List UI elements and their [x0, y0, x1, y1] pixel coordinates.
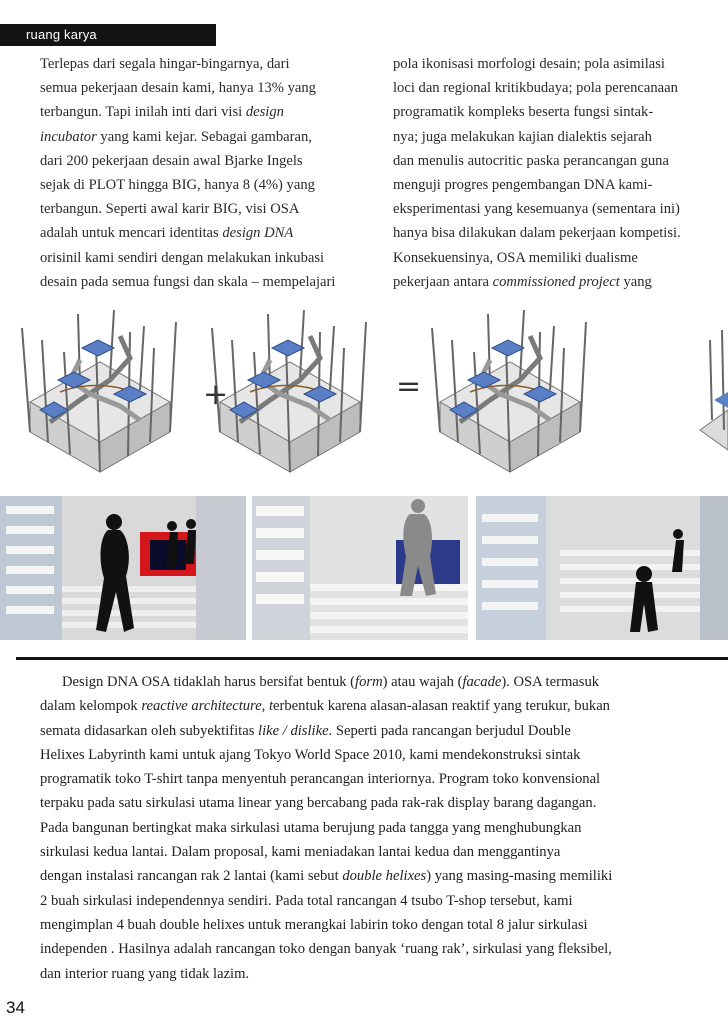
text-line — [40, 840, 720, 864]
italic-run: facade — [462, 674, 502, 690]
text-run: Design DNA OSA tidaklah harus bersifat bentuk ( — [62, 674, 356, 690]
text-run: ) yang masing-masing memiliki — [426, 868, 613, 885]
text-run: semata didasarkan oleh subyektifitas — [40, 722, 259, 739]
text-line — [393, 52, 728, 76]
text-run: menguji progres pengembangan DNA kami- — [393, 177, 653, 194]
text-line — [40, 767, 720, 791]
text-line — [40, 694, 720, 718]
text-line — [393, 76, 728, 100]
helix-diagram-4-partial — [700, 330, 728, 450]
text-run: mengimplan 4 buah double helixes untuk merangkai labirin toko dengan total 8 jalur sirkulasi — [40, 916, 588, 933]
section-header-bar — [0, 24, 216, 46]
helix-diagram-1 — [22, 310, 176, 472]
italic-run: incubator — [40, 128, 97, 145]
design-figure — [0, 300, 728, 650]
text-run: dari 200 pekerjaan desain awal Bjarke Ingels — [40, 152, 303, 169]
text-line — [40, 125, 375, 149]
text-line — [40, 270, 375, 294]
text-run: Helixes Labyrinth kami untuk ajang Tokyo World Space 2010, kami mendekonstruksi sintak — [40, 746, 581, 763]
text-line — [40, 246, 375, 270]
text-run: ) atau wajah ( — [382, 674, 463, 690]
text-line — [40, 52, 375, 76]
italic-run: like / dislike — [258, 722, 329, 739]
text-run: sejak di PLOT hingga BIG, hanya 8 (4%) yang — [40, 177, 315, 194]
text-line — [393, 197, 728, 221]
text-line — [40, 913, 720, 937]
text-run: hanya bisa dilakukan dalam pekerjaan kompetisi. — [393, 225, 681, 242]
text-run: yang kami kejar. Sebagai gambaran, — [96, 128, 312, 145]
page-number: 34 — [6, 998, 25, 1017]
text-line — [393, 246, 728, 270]
text-line — [40, 889, 720, 913]
text-line — [40, 149, 375, 173]
text-run: yang — [619, 273, 652, 290]
text-line — [40, 743, 720, 767]
text-run: semua pekerjaan desain kami, hanya 13% yang — [40, 80, 316, 97]
text-run: dan menulis autocritic paska perancangan guna — [393, 152, 669, 169]
text-run: adalah untuk mencari identitas — [40, 225, 223, 242]
text-line — [40, 719, 720, 743]
italic-run: design DNA — [222, 225, 294, 242]
section-divider — [16, 657, 728, 660]
text-line — [40, 76, 375, 100]
text-run: . Seperti pada rancangan berjudul Double — [328, 722, 571, 739]
text-line — [393, 173, 728, 197]
text-column-left — [40, 52, 375, 294]
plus-symbol: + — [203, 377, 229, 412]
text-line — [40, 937, 720, 961]
italic-run: design — [245, 104, 284, 121]
interior-render-3 — [476, 496, 728, 640]
text-run: sirkulasi kedua lantai. Dalam proposal, kami meniadakan lantai kedua dan menggantinya — [40, 844, 561, 861]
text-run: dan interior ruang yang tidak lazim. — [40, 965, 250, 982]
text-run: dalam kelompok — [40, 698, 142, 715]
text-run: 2 buah sirkulasi independennya sendiri. Pada total rancangan 4 tsubo T-shop tersebut, kami — [40, 892, 573, 909]
text-column-right — [393, 52, 728, 294]
text-line — [40, 864, 720, 888]
text-run: orisinil kami sendiri dengan melakukan inkubasi — [40, 249, 325, 266]
text-line — [40, 670, 720, 694]
text-run: ). OSA termasuk — [501, 674, 600, 690]
italic-run: form — [355, 674, 383, 690]
body-paragraph — [40, 670, 720, 986]
interior-render-2 — [252, 496, 468, 640]
text-run: programatik kompleks beserta fungsi sintak- — [393, 104, 654, 121]
text-run: Pada bangunan bertingkat maka sirkulasi utama berujung pada tangga yang menghubungkan — [40, 819, 582, 836]
text-run: nya; juga melakukan kajian dialektis sejarah — [393, 128, 652, 145]
text-run: desain pada semua fungsi dan skala – mempelajari — [40, 273, 336, 290]
text-line — [40, 962, 720, 986]
text-line — [393, 149, 728, 173]
text-run: independen . Hasilnya adalah rancangan toko dengan banyak ‘ruang rak’, sirkulasi yang fleksibel, — [40, 941, 612, 958]
italic-run: commissioned project — [492, 273, 620, 290]
helix-diagram-2 — [212, 310, 366, 472]
text-run: programatik toko T-shirt tanpa menyentuh perancangan interiornya. Program toko konvensional — [40, 771, 601, 788]
text-line — [393, 100, 728, 124]
helix-diagram-3 — [432, 310, 586, 472]
italic-run: reactive architecture, t — [141, 698, 274, 715]
text-run: Konsekuensinya, OSA memiliki dualisme — [393, 249, 638, 266]
text-line — [40, 100, 375, 124]
italic-run: double helixes — [342, 868, 427, 885]
text-run: loci dan regional kritikbudaya; pola perencanaan — [393, 80, 678, 97]
text-run: dengan instalasi rancangan rak 2 lantai (kami sebut — [40, 868, 343, 885]
text-line — [40, 791, 720, 815]
text-run: erbentuk karena alasan-alasan reaktif yang terukur, bukan — [273, 698, 610, 715]
text-line — [393, 125, 728, 149]
text-run: pekerjaan antara — [393, 273, 493, 290]
text-line — [40, 197, 375, 221]
text-run: eksperimentasi yang kesemuanya (sementara ini) — [393, 201, 680, 218]
text-run: Terlepas dari segala hingar-bingarnya, dari — [40, 56, 290, 72]
text-run: pola ikonisasi morfologi desain; pola asimilasi — [393, 56, 665, 72]
equals-symbol: = — [396, 369, 422, 404]
section-label: ruang karya — [26, 27, 97, 42]
text-line — [393, 270, 728, 294]
text-run: terbangun. Seperti awal karir BIG, visi OSA — [40, 201, 300, 218]
text-line — [40, 816, 720, 840]
text-line — [40, 173, 375, 197]
text-line — [393, 221, 728, 245]
text-run: terbangun. Tapi inilah inti dari visi — [40, 104, 246, 121]
interior-render-1 — [0, 496, 246, 640]
text-line — [40, 221, 375, 245]
text-run: terpaku pada satu sirkulasi utama linear yang bercabang pada rak-rak display barang dagangan. — [40, 795, 597, 812]
